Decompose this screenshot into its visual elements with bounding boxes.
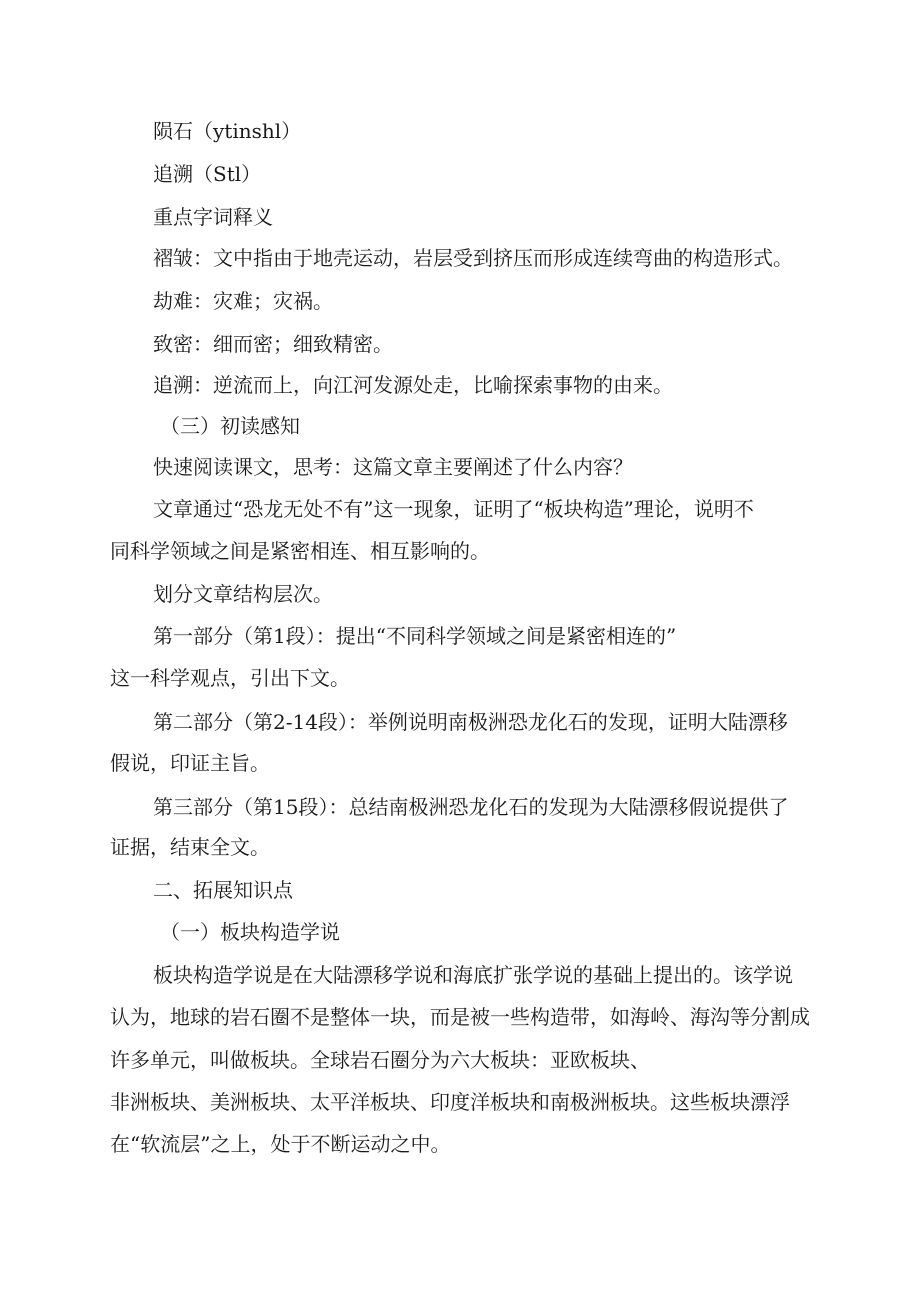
text-line: 非洲板块、美洲板块、太平洋板块、印度洋板块和南极洲板块。这些板块漂浮	[110, 1090, 790, 1114]
text-line: 文章通过“恐龙无处不有”这一现象，证明了“板块构造”理论，说明不	[153, 497, 754, 521]
section-heading: 重点字词释义	[153, 205, 273, 229]
text-line: 褶皱：文中指由于地壳运动，岩层受到挤压而形成连续弯曲的构造形式。	[153, 246, 793, 270]
text-line: 假说，印证主旨。	[110, 751, 270, 775]
text-line: 快速阅读课文，思考：这篇文章主要阐述了什么内容？	[153, 455, 633, 479]
text-line: 陨石（ytinshl）	[153, 119, 302, 143]
text-line: 许多单元，叫做板块。全球岩石圈分为六大板块：亚欧板块、	[110, 1048, 650, 1072]
text-line: 追溯：逆流而上，向江河发源处走，比喻探索事物的由来。	[153, 373, 673, 397]
text-line: 认为，地球的岩石圈不是整体一块，而是被一些构造带，如海岭、海沟等分割成	[110, 1005, 810, 1029]
section-heading: （一）板块构造学说	[160, 920, 340, 944]
text-line: 第二部分（第2-14段）：举例说明南极洲恐龙化石的发现，证明大陆漂移	[153, 710, 788, 734]
text-line: 证据，结束全文。	[110, 835, 270, 859]
text-line: 同科学领域之间是紧密相连、相互影响的。	[110, 539, 490, 563]
text-line: 致密：细而密；细致精密。	[153, 332, 393, 356]
section-heading: （三）初读感知	[160, 414, 300, 438]
text-line: 这一科学观点，引出下文。	[110, 666, 350, 690]
text-line: 第一部分（第1段）：提出“不同科学领域之间是紧密相连的”	[153, 624, 677, 648]
text-line: 第三部分（第15段）：总结南极洲恐龙化石的发现为大陆漂移假说提供了	[153, 795, 789, 819]
text-line: 在“软流层”之上，处于不断运动之中。	[110, 1132, 451, 1156]
text-line: 划分文章结构层次。	[153, 582, 333, 606]
text-line: 追溯（Stl）	[153, 162, 262, 186]
text-line: 板块构造学说是在大陆漂移学说和海底扩张学说的基础上提出的。该学说	[153, 963, 793, 987]
section-heading: 二、拓展知识点	[153, 878, 293, 902]
text-line: 劫难：灾难；灾祸。	[153, 289, 333, 313]
